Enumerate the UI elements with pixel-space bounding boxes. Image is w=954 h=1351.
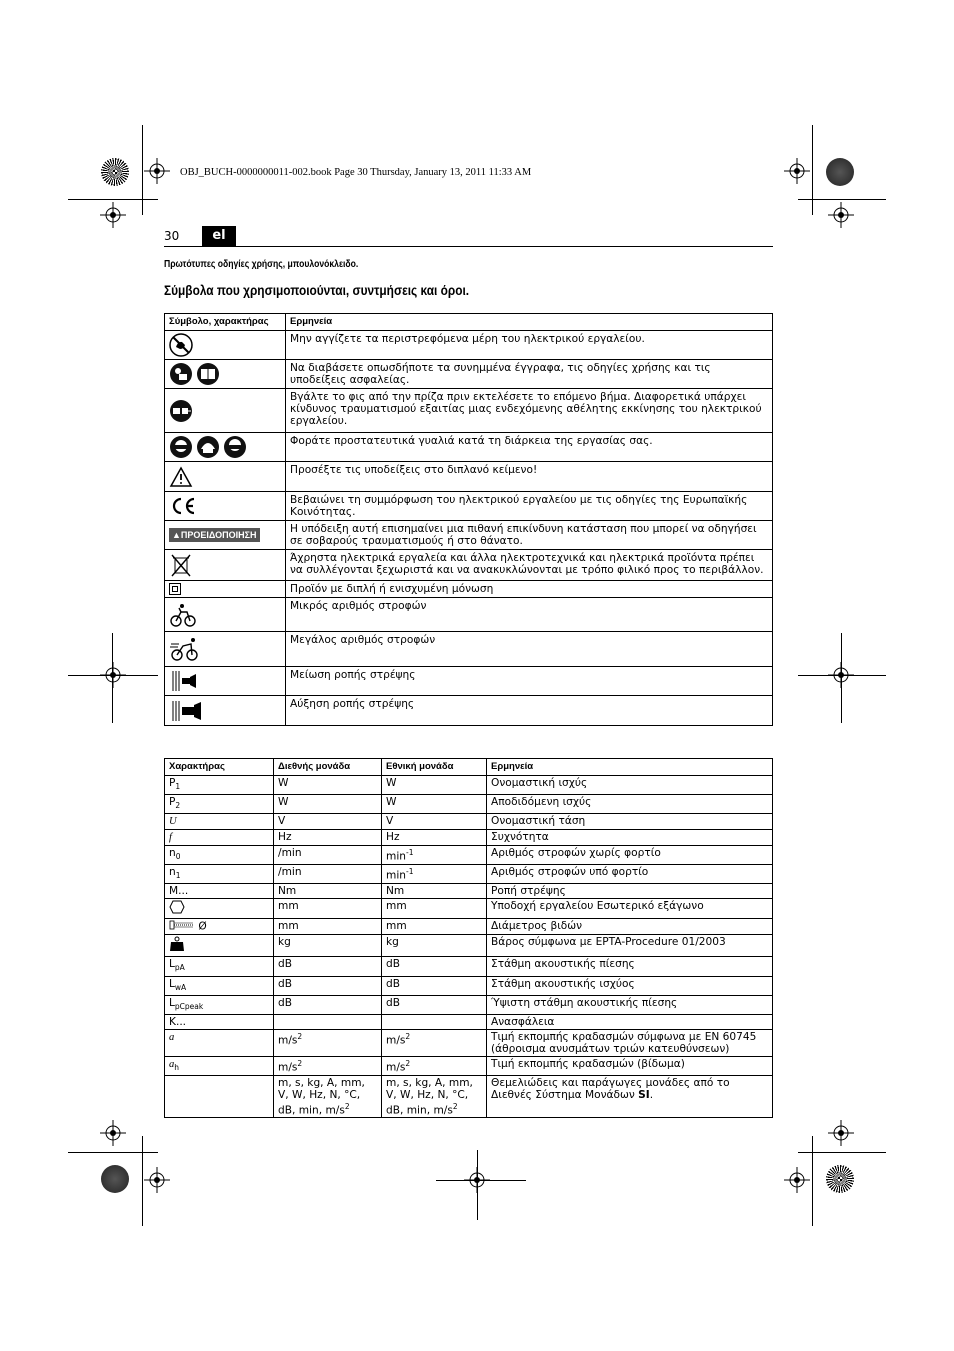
meaning-text: Υποδοχή εργαλείου Εσωτερικό εξάγωνο <box>491 900 704 913</box>
section-title: Σύμβολα που χρησιμοποιούνται, συντμήσεις και όροι. <box>164 283 470 298</box>
international-unit-cell <box>274 1014 382 1029</box>
unit-superscript: -1 <box>405 848 414 858</box>
character-cell <box>165 814 274 830</box>
bolt-icon <box>169 921 195 933</box>
column-header-symbol: Σύμβολο, χαρακτήρας <box>165 314 286 331</box>
character-symbol: L <box>169 958 175 971</box>
meaning-cell: Άχρηστα ηλεκτρικά εργαλεία και άλλα ηλεκτροτεχνικά και ηλεκτρικά προϊόντα πρέπει να συλλέγονται ξεχωριστά και να ανακυκλώνονται με τρόπο φιλικό προς το περιβάλλον. <box>286 550 773 581</box>
registration-mark-icon <box>100 202 126 228</box>
table-row <box>165 521 773 550</box>
meaning-cell: Βεβαιώνει τη συμμόρφωση του ηλεκτρικού εργαλείου με τις οδηγίες της Ευρωπαϊκής Κοινότητας. <box>286 492 773 521</box>
meaning-text: Ροπή στρέψης <box>491 885 566 898</box>
unplug-icon <box>169 399 193 423</box>
table-row <box>165 814 773 830</box>
national-unit: min <box>386 850 406 863</box>
character-symbol: P <box>169 777 176 789</box>
symbol-cell <box>165 492 286 521</box>
meaning-text: Τιμή εκπομπής κραδασμών σύμφωνα με EN 60745 (άθροισμα ανυσμάτων τριών κατευθύνσεων) <box>491 1030 757 1055</box>
table-row <box>165 1029 773 1056</box>
meaning-cell <box>487 795 773 814</box>
registration-mark-icon <box>828 1120 854 1146</box>
national-unit-cell <box>382 899 487 919</box>
table-row <box>165 830 773 846</box>
meaning-text: Αριθμός στροφών υπό φορτίο <box>491 866 649 879</box>
national-unit-cell <box>382 814 487 830</box>
table-row <box>165 846 773 865</box>
registration-mark-icon <box>784 158 810 184</box>
national-unit: Nm <box>386 885 405 898</box>
character-cell <box>165 776 274 795</box>
document-subtitle: Πρωτότυπες οδηγίες χρήσης, μπουλονόκλειδο. <box>164 259 359 270</box>
meaning-text: Ύψιστη στάθμη ακουστικής πίεσης <box>491 996 678 1009</box>
national-unit-cell <box>382 830 487 846</box>
symbol-cell <box>165 521 286 550</box>
international-unit: V <box>278 815 286 828</box>
national-unit-cell <box>382 1029 487 1056</box>
color-burst-icon <box>101 158 129 186</box>
character-cell <box>165 976 274 995</box>
national-unit: m/s <box>386 1061 406 1074</box>
national-unit: dB <box>386 977 400 990</box>
international-unit-cell <box>274 776 382 795</box>
column-header-meaning: Ερμηνεία <box>487 759 773 776</box>
meaning-bold-text: SI <box>638 1088 650 1101</box>
national-unit-cell <box>382 884 487 899</box>
character-cell <box>165 884 274 899</box>
meaning-text: Θεμελιώδεις και παράγωγες μονάδες από το Διεθνές Σύστημα Μονάδων <box>491 1076 730 1101</box>
meaning-cell <box>487 1014 773 1029</box>
character-subscript: 0 <box>175 852 181 862</box>
national-unit-cell <box>382 846 487 865</box>
character-cell <box>165 1014 274 1029</box>
international-unit: /min <box>278 866 302 879</box>
international-unit-cell <box>274 976 382 995</box>
table-header-row <box>165 314 773 331</box>
table-row <box>165 995 773 1014</box>
national-unit: min <box>386 869 406 882</box>
international-unit-cell <box>274 884 382 899</box>
character-symbol: P <box>169 796 176 809</box>
national-unit-cell <box>382 865 487 884</box>
hexagon-icon <box>169 905 185 917</box>
character-symbol: a <box>169 1031 175 1043</box>
table-row <box>165 1075 773 1118</box>
no-touch-rotating-icon <box>169 333 193 357</box>
meaning-text: Στάθμη ακουστικής ισχύος <box>491 977 635 990</box>
ear-protection-icon <box>169 435 193 459</box>
national-unit: kg <box>386 936 399 949</box>
character-cell <box>165 1075 274 1118</box>
high-speed-icon <box>169 636 201 662</box>
table-row <box>165 976 773 995</box>
national-unit-cell <box>382 935 487 957</box>
table-row <box>165 550 773 581</box>
table-row <box>165 462 773 492</box>
table-row <box>165 433 773 462</box>
table-row <box>165 919 773 935</box>
table-row <box>165 331 773 360</box>
meaning-cell: Φοράτε προστατευτικά γυαλιά κατά τη διάρκεια της εργασίας σας. <box>286 433 773 462</box>
character-subscript: 1 <box>175 782 181 792</box>
weee-bin-icon <box>169 552 193 578</box>
column-header-meaning: Ερμηνεία <box>286 314 773 331</box>
unit-superscript: 2 <box>405 1031 411 1041</box>
table-row <box>165 865 773 884</box>
registration-mark-icon <box>828 202 854 228</box>
column-header-international-unit: Διεθνής μονάδα <box>274 759 382 776</box>
international-unit: m/s <box>278 1034 298 1047</box>
warning-badge-icon: ▲ΠΡΟΕΙΔΟΠΟΙΗΣΗ <box>169 528 260 542</box>
color-burst-icon <box>826 158 854 186</box>
international-unit-cell <box>274 1056 382 1075</box>
character-cell <box>165 795 274 814</box>
language-tab: el <box>202 226 236 246</box>
read-manual-icon <box>169 362 193 386</box>
symbol-cell <box>165 360 286 389</box>
double-insulation-icon <box>169 583 181 595</box>
character-symbol: f <box>169 832 172 844</box>
unit-superscript: 2 <box>297 1058 303 1068</box>
meaning-text: Αποδιδόμενη ισχύς <box>491 796 592 809</box>
international-unit: dB <box>278 958 292 971</box>
international-unit-cell <box>274 957 382 976</box>
international-unit: Hz <box>278 831 292 844</box>
character-subscript: wA <box>174 982 187 992</box>
symbol-cell <box>165 462 286 492</box>
character-subscript: h <box>174 1062 180 1072</box>
meaning-text: Διάμετρος βιδών <box>491 920 583 933</box>
meaning-text: Στάθμη ακουστικής πίεσης <box>491 958 635 971</box>
meaning-text: Τιμή εκπομπής κραδασμών (βίδωμα) <box>491 1057 685 1070</box>
symbol-cell <box>165 581 286 598</box>
national-unit: dB <box>386 958 400 971</box>
international-unit-cell <box>274 814 382 830</box>
character-symbol: L <box>169 977 175 990</box>
table-row <box>165 935 773 957</box>
national-unit: m/s <box>386 1034 406 1047</box>
international-unit: dB <box>278 996 292 1009</box>
meaning-cell: Προσέξτε τις υποδείξεις στο διπλανό κείμενο! <box>286 462 773 492</box>
table-row <box>165 492 773 521</box>
meaning-cell <box>487 865 773 884</box>
page-number: 30 <box>164 229 180 243</box>
national-unit: W <box>386 796 397 809</box>
international-unit: kg <box>278 936 291 949</box>
ce-mark-icon <box>169 496 197 516</box>
meaning-cell <box>487 846 773 865</box>
column-header-national-unit: Εθνική μονάδα <box>382 759 487 776</box>
registration-mark-icon <box>144 158 170 184</box>
table-row <box>165 360 773 389</box>
meaning-cell: Μείωση ροπής στρέψης <box>286 667 773 696</box>
meaning-cell <box>487 919 773 935</box>
international-unit-cell <box>274 935 382 957</box>
symbol-cell <box>165 550 286 581</box>
table-row <box>165 957 773 976</box>
unit-superscript: 2 <box>405 1058 411 1068</box>
meaning-cell <box>487 935 773 957</box>
international-unit: mm <box>278 920 299 933</box>
international-unit-cell <box>274 846 382 865</box>
table-row <box>165 598 773 632</box>
meaning-cell: Αύξηση ροπής στρέψης <box>286 696 773 726</box>
national-unit-cell <box>382 776 487 795</box>
symbol-cell <box>165 632 286 667</box>
international-unit: W <box>278 777 289 789</box>
meaning-cell: Να διαβάσετε οπωσδήποτε τα συνημμένα έγγραφα, τις οδηγίες χρήσης και τις υποδείξεις ασφαλείας. <box>286 360 773 389</box>
table-row <box>165 696 773 726</box>
international-unit-cell <box>274 899 382 919</box>
meaning-cell: Βγάλτε το φις από την πρίζα πριν εκτελέσετε το επόμενο βήμα. Διαφορετικά υπάρχει κίνδυνος τραυματισμού εξαιτίας μιας ενδεχόμενης αθέλητης εκκίνησης του ηλεκτρικού εργαλείου. <box>286 389 773 433</box>
color-burst-icon <box>826 1165 854 1193</box>
unit-superscript: 2 <box>344 1101 350 1111</box>
character-symbol: K... <box>169 1015 187 1028</box>
table-row <box>165 581 773 598</box>
column-header-character: Χαρακτήρας <box>165 759 274 776</box>
unit-superscript: 2 <box>297 1031 303 1041</box>
national-unit: W <box>386 777 397 789</box>
meaning-cell <box>487 814 773 830</box>
torque-decrease-icon <box>169 669 201 693</box>
registration-mark-icon <box>144 1167 170 1193</box>
color-burst-icon <box>101 1165 129 1193</box>
national-unit-cell <box>382 957 487 976</box>
national-unit-cell <box>382 995 487 1014</box>
character-cell <box>165 935 274 957</box>
symbol-cell <box>165 696 286 726</box>
helmet-icon <box>196 435 220 459</box>
table-row <box>165 632 773 667</box>
table-row <box>165 1056 773 1075</box>
meaning-cell <box>487 957 773 976</box>
meaning-text: Ονομαστική ισχύς <box>491 777 588 789</box>
table-row <box>165 884 773 899</box>
table-row <box>165 795 773 814</box>
national-unit-cell <box>382 976 487 995</box>
character-subscript: pA <box>174 963 185 973</box>
character-cell <box>165 995 274 1014</box>
character-symbol: L <box>169 996 175 1009</box>
meaning-cell <box>487 1056 773 1075</box>
national-unit: Hz <box>386 831 400 844</box>
character-cell <box>165 957 274 976</box>
international-unit: m, s, kg, A, mm, V, W, Hz, N, °C, dB, min, m/s <box>278 1076 365 1117</box>
national-unit-cell <box>382 795 487 814</box>
unit-superscript: -1 <box>405 867 414 877</box>
meaning-cell <box>487 830 773 846</box>
registration-mark-icon <box>784 1167 810 1193</box>
meaning-cell: Προϊόν με διπλή ή ενισχυμένη μόνωση <box>286 581 773 598</box>
table-header-row <box>165 759 773 776</box>
book-icon <box>196 362 220 386</box>
meaning-text-end: . <box>649 1088 654 1101</box>
meaning-cell: Η υπόδειξη αυτή επισημαίνει μια πιθανή επικίνδυνη κατάσταση που μπορεί να οδηγήσει σε σοβαρούς τραυματισμούς ή στο θάνατο. <box>286 521 773 550</box>
character-symbol: n <box>169 866 176 879</box>
table-row <box>165 899 773 919</box>
international-unit-cell <box>274 919 382 935</box>
international-unit: W <box>278 796 289 809</box>
national-unit: mm <box>386 920 407 933</box>
units-table-body <box>165 776 773 1118</box>
symbol-cell <box>165 598 286 632</box>
header-rule <box>164 246 773 247</box>
symbol-cell <box>165 331 286 360</box>
symbol-cell <box>165 389 286 433</box>
meaning-text: Βάρος σύμφωνα με EPTA-Procedure 01/2003 <box>491 936 726 949</box>
torque-increase-icon <box>169 699 205 723</box>
book-header-line: OBJ_BUCH-0000000011-002.book Page 30 Thursday, January 13, 2011 11:33 AM <box>180 167 532 178</box>
character-subscript: pCpeak <box>174 1001 204 1011</box>
table-row <box>165 389 773 433</box>
meaning-cell: Μικρός αριθμός στροφών <box>286 598 773 632</box>
character-cell <box>165 865 274 884</box>
character-symbol: n <box>169 847 176 860</box>
character-symbol: U <box>169 816 177 828</box>
symbol-cell <box>165 433 286 462</box>
warning-badge-label: ΠΡΟΕΙΔΟΠΟΙΗΣΗ <box>180 530 257 540</box>
international-unit: Nm <box>278 885 297 898</box>
meaning-text: Ονομαστική τάση <box>491 815 586 828</box>
international-unit-cell <box>274 995 382 1014</box>
meaning-cell <box>487 976 773 995</box>
character-subscript: 1 <box>175 871 181 881</box>
symbol-cell <box>165 667 286 696</box>
character-symbol: M... <box>169 885 189 898</box>
character-cell <box>165 1056 274 1075</box>
international-unit-cell <box>274 1029 382 1056</box>
unit-superscript: 2 <box>452 1101 458 1111</box>
international-unit-cell <box>274 795 382 814</box>
national-unit-cell <box>382 1014 487 1029</box>
international-unit: dB <box>278 977 292 990</box>
meaning-cell <box>487 776 773 795</box>
international-unit-cell <box>274 1075 382 1118</box>
meaning-cell <box>487 1075 773 1118</box>
eye-protection-icon <box>223 435 247 459</box>
meaning-text: Αριθμός στροφών χωρίς φορτίο <box>491 847 661 860</box>
international-unit-cell <box>274 865 382 884</box>
national-unit: mm <box>386 900 407 913</box>
low-speed-icon <box>169 602 197 628</box>
meaning-cell <box>487 1029 773 1056</box>
character-symbol: a <box>169 1058 175 1070</box>
meaning-cell: Μεγάλος αριθμός στροφών <box>286 632 773 667</box>
character-cell <box>165 846 274 865</box>
national-unit-cell <box>382 1075 487 1118</box>
national-unit-cell <box>382 1056 487 1075</box>
national-unit: dB <box>386 996 400 1009</box>
units-table <box>164 758 773 1118</box>
international-unit: mm <box>278 900 299 913</box>
warning-triangle-icon <box>169 466 193 488</box>
meaning-text: Ανασφάλεια <box>491 1015 555 1028</box>
national-unit: V <box>386 815 394 828</box>
table-row <box>165 1014 773 1029</box>
character-cell <box>165 919 274 935</box>
international-unit: /min <box>278 847 302 860</box>
character-symbol: Ø <box>195 920 207 933</box>
meaning-text: Συχνότητα <box>491 831 549 844</box>
character-subscript: 2 <box>175 801 181 811</box>
weight-icon <box>169 943 185 955</box>
character-cell <box>165 899 274 919</box>
meaning-cell <box>487 899 773 919</box>
registration-mark-icon <box>100 1120 126 1146</box>
meaning-cell <box>487 995 773 1014</box>
table-row <box>165 667 773 696</box>
character-cell <box>165 830 274 846</box>
national-unit-cell <box>382 919 487 935</box>
table-row <box>165 776 773 795</box>
meaning-cell <box>487 884 773 899</box>
meaning-cell: Μην αγγίζετε τα περιστρεφόμενα μέρη του ηλεκτρικού εργαλείου. <box>286 331 773 360</box>
symbols-table <box>164 313 773 726</box>
international-unit: m/s <box>278 1061 298 1074</box>
international-unit-cell <box>274 830 382 846</box>
national-unit: m, s, kg, A, mm, V, W, Hz, N, °C, dB, min, m/s <box>386 1076 473 1117</box>
character-cell <box>165 1029 274 1056</box>
